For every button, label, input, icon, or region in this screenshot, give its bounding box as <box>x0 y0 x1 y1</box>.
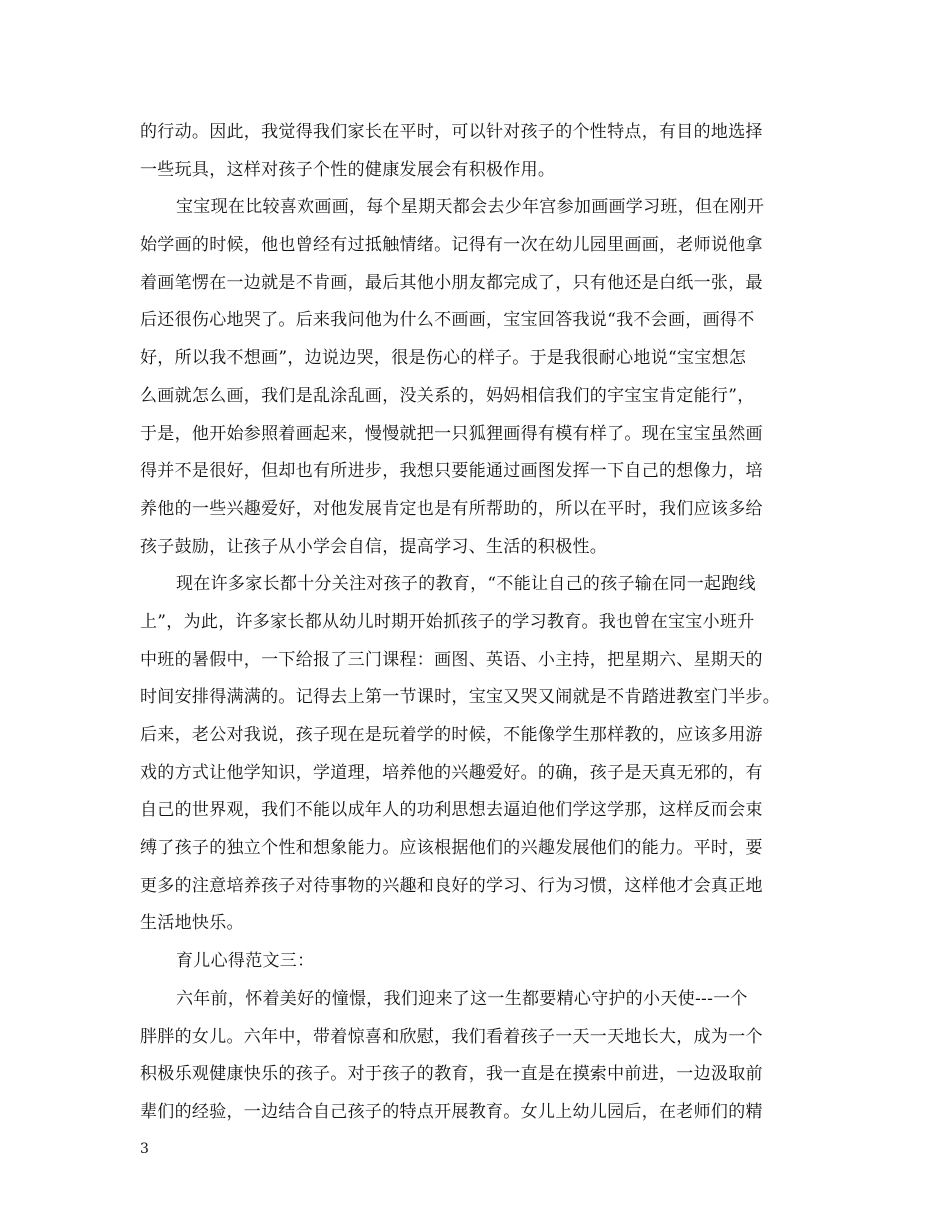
text-line: 戏的方式让他学知识，学道理，培养他的兴趣爱好。的确，孩子是天真无邪的，有 <box>140 762 763 783</box>
text-line: 一些玩具，这样对孩子个性的健康发展会有积极作用。 <box>140 159 556 180</box>
text-line: 辈们的经验，一边结合自己孩子的特点开展教育。女儿上幼儿园后，在老师们的精 <box>140 1101 763 1122</box>
text-line: 着画笔愣在一边就是不肯画，最后其他小朋友都完成了，只有他还是白纸一张，最 <box>140 272 763 293</box>
text-line: 胖胖的女儿。六年中，带着惊喜和欣慰，我们看着孩子一天一天地长大，成为一个 <box>140 1026 763 1047</box>
text-line: 后来，老公对我说，孩子现在是玩着学的时候，不能像学生那样教的，应该多用游 <box>140 725 763 745</box>
text-line: 得并不是很好，但却也有所进步，我想只要能通过画图发挥一下自己的想像力，培 <box>140 461 763 482</box>
text-line: 中班的暑假中，一下给报了三门课程：画图、英语、小主持，把星期六、星期天的 <box>140 649 763 670</box>
text-line: 上”，为此，许多家长都从幼儿时期开始抓孩子的学习教育。我也曾在宝宝小班升 <box>140 611 755 632</box>
text-line: 自己的世界观，我们不能以成年人的功利思想去逼迫他们学这学那，这样反而会束 <box>140 800 763 821</box>
text-line: 时间安排得满满的。记得去上第一节课时，宝宝又哭又闹就是不肯踏进教室门半步。 <box>140 687 781 708</box>
text-line: 生活地快乐。 <box>140 913 244 934</box>
body-text <box>140 114 840 1132</box>
text-line: 后还很伤心地哭了。后来我问他为什么不画画，宝宝回答我说“我不会画，画得不 <box>140 310 755 331</box>
text-line: 的行动。因此，我觉得我们家长在平时，可以针对孩子的个性特点，有目的地选择 <box>140 122 763 142</box>
text-line: 育儿心得范文三： <box>176 951 315 972</box>
text-line: 孩子鼓励，让孩子从小学会自信，提高学习、生活的积极性。 <box>140 536 608 557</box>
text-line: 缚了孩子的独立个性和想象能力。应该根据他们的兴趣发展他们的能力。平时，要 <box>140 838 763 859</box>
page-number: 3 <box>140 1141 149 1157</box>
text-line: 养他的一些兴趣爱好，对他发展肯定也是有所帮助的，所以在平时，我们应该多给 <box>140 498 763 519</box>
text-line: 更多的注意培养孩子对待事物的兴趣和良好的学习、行为习惯，这样他才会真正地 <box>140 875 763 896</box>
text-line: 现在许多家长都十分关注对孩子的教育，“不能让自己的孩子输在同一起跑线 <box>176 574 756 595</box>
text-line: 好，所以我不想画”，边说边哭，很是伤心的样子。于是我很耐心地说“宝宝想怎 <box>140 348 747 369</box>
text-line: 于是，他开始参照着画起来，慢慢就把一只狐狸画得有模有样了。现在宝宝虽然画 <box>140 423 763 444</box>
text-line: 始学画的时候，他也曾经有过抵触情绪。记得有一次在幼儿园里画画，老师说他拿 <box>140 235 763 256</box>
text-line: 宝宝现在比较喜欢画画，每个星期天都会去少年宫参加画画学习班，但在刚开 <box>176 197 765 218</box>
text-line: 积极乐观健康快乐的孩子。对于孩子的教育，我一直是在摸索中前进，一边汲取前 <box>140 1064 763 1085</box>
text-line: 六年前，怀着美好的憧憬，我们迎来了这一生都要精心守护的小天使---一个 <box>176 988 748 1009</box>
text-line: 么画就怎么画，我们是乱涂乱画，没关系的，妈妈相信我们的宇宝宝肯定能行”， <box>140 385 755 406</box>
